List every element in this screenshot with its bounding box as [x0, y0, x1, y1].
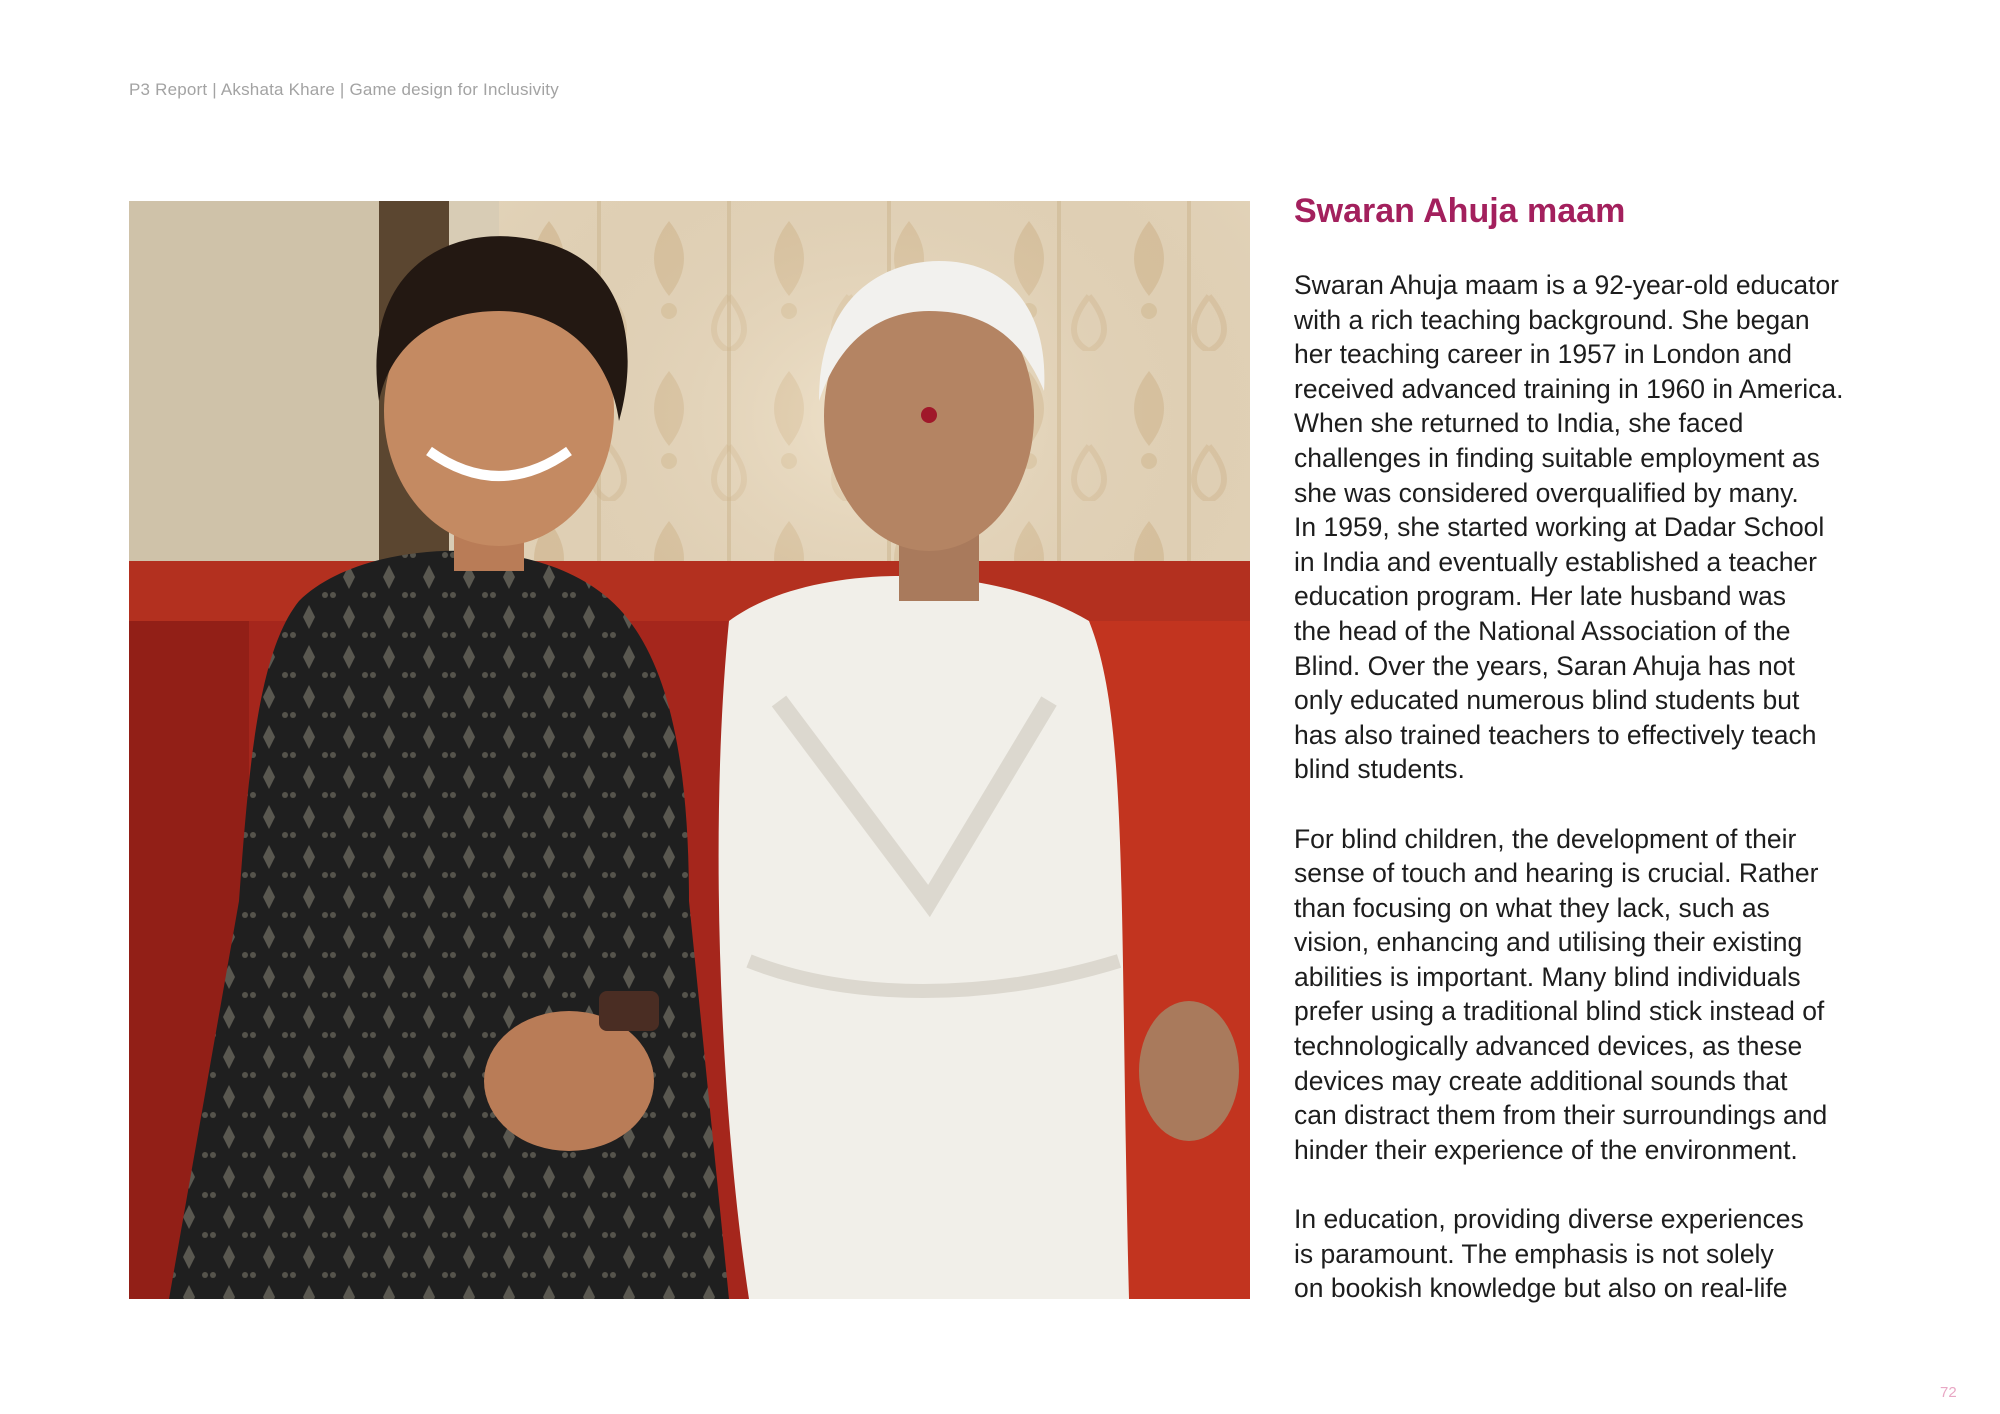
- paragraph-1: Swaran Ahuja maam is a 92-year-old educator with a rich teaching background. She began her teaching career in 1957 in London and received advanced training in 1960 in America. When she returned to India, she faced challenges in finding suitable employment as she was considered overqualified by many. In 1959, she started working at Dadar School in India and eventually established a teacher education program. Her late husband was the head of the National Association of the Blind. Over the years, Saran Ahuja has not only educated numerous blind students but has also trained teachers to effectively teach blind students.: [1294, 270, 1844, 785]
- paragraph-2: For blind children, the development of their sense of touch and hearing is crucial. Rather than focusing on what they lack, such as vision, enhancing and utilising their existing abilities is important. Many blind individuals prefer using a traditional blind stick instead of technologically advanced devices, as these devices may create additional sounds that can distract them from their surroundings and hinder their experience of the environment.: [1294, 823, 1828, 1165]
- article-body: [1294, 268, 1914, 1340]
- portrait-photo: [129, 201, 1250, 1299]
- page-number: 72: [1940, 1384, 1957, 1401]
- paragraph-3: In education, providing diverse experiences is paramount. The emphasis is not solely on bookish knowledge but also on real-life: [1294, 1204, 1804, 1304]
- photo-illustration: [129, 201, 1250, 1299]
- article-title: Swaran Ahuja maam: [1294, 192, 1626, 230]
- running-header: P3 Report | Akshata Khare | Game design for Inclusivity: [129, 80, 559, 99]
